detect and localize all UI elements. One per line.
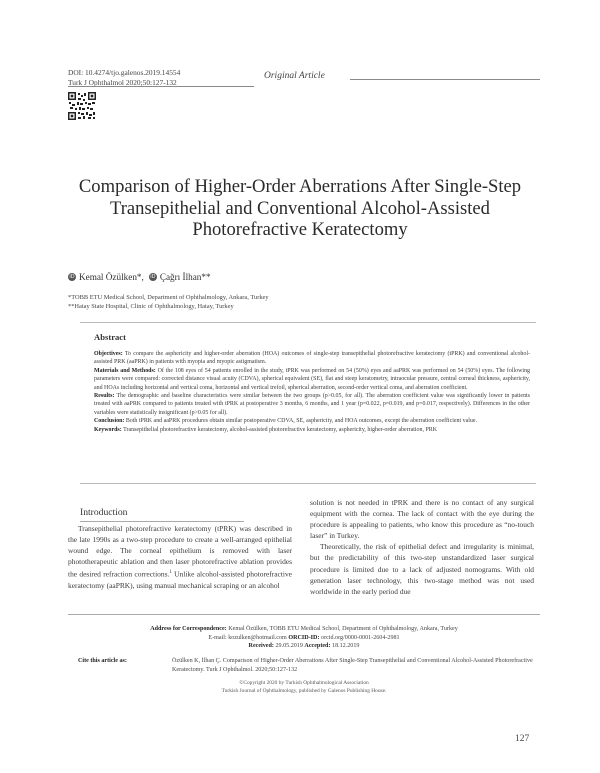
column-left: [68, 523, 292, 591]
intro-paragraph: solution is not needed in tPRK and there is no contact of any surgical equipment with the cornea. The lack of contact with the eye during the procedure is appealing to patients, who know this procedure as “no-touch laser” in Turkey.: [310, 498, 534, 541]
abstract-body: [94, 350, 530, 434]
intro-paragraph: Theoretically, the risk of epithelial defect and irregularity is minimal, but the predictability of this two-step unstandardized laser surgical procedure is limited due to a lack of adjusted nomograms. With old generation laser technology, this two-stage method was not used worldwide in the early period due: [310, 542, 534, 596]
citation-label: Cite this article as:: [78, 658, 127, 664]
author-list: [68, 272, 211, 282]
header-meta: [68, 68, 180, 88]
citation-text: Özülken K, İlhan Ç. Comparison of Higher-Order Aberrations After Single-Step Transepithelial and Conventional Alcohol-Assisted Photorefractive Keratectomy. Turk J Ophthalmol. 2020;50:127-132: [172, 658, 533, 673]
abstract-results: [94, 392, 530, 417]
accepted-label: Accepted:: [304, 643, 331, 649]
orcid-icon[interactable]: iD: [150, 274, 156, 280]
keywords-text: Transepithelial photorefractive keratectomy, alcohol-assisted photorefractive keratectomy, asphericity, higher-order aberration, PRK: [123, 426, 438, 433]
correspondence-block: [68, 625, 540, 651]
affiliation: **Hatay State Hospital, Clinic of Ophthalmology, Hatay, Turkey: [68, 303, 234, 310]
methods-text: Of the 108 eyes of 54 patients enrolled in the study, tPRK was performed on 54 (50%) eyes and aaPRK was performed on 54 (50%) eyes. The following parameters were compared: corrected distance visual acuity (CDVA), spherical equivalent (SE), flat and steep keratometry, intraocular pressure, central corneal thickness, asphericity, and HOAs including horizontal and vertical coma, horizontal and vertical trefoil, spherical aberration, second-order vertical coma, and aberration coefficient.: [94, 367, 531, 391]
header-divider-right: [350, 79, 540, 80]
footer-divider: [68, 614, 540, 615]
journal-reference: Turk J Ophthalmol 2020;50:127-132: [68, 78, 177, 87]
accepted-date: 18.12.2019: [332, 643, 360, 649]
results-label: Results:: [94, 393, 115, 400]
conclusion-label: Conclusion:: [94, 418, 125, 425]
section-heading-introduction: Introduction: [80, 507, 244, 522]
intro-text: Unlike alcohol-assisted photorefractive keratectomy (aaPRK), using manual mechanical scraping or an alcohol: [68, 569, 292, 590]
results-text: The demographic and baseline characteristics were similar between the two groups (p>0.05, for all). The aberration coefficient value was significantly lower in patients treated with aaPRK compared to patients treated with tPRK at postoperative 3 months, 6 months, and 1 year (p=0.022, p=0.019, and p=0.017, respectively). Differences in the other variables were statistically insignificant (p>0.05 for all).: [94, 393, 530, 416]
objectives-label: Objectives:: [94, 351, 123, 357]
received-date: 29.05.2019: [275, 643, 303, 649]
objectives-text: To compare the asphericity and higher-order aberration (HOA) outcomes of single-step transepithelial photorefractive keratectomy (tPRK) and conventional alcohol-assisted PRK (aaPRK) in patients with myopia and myopic astigmatism.: [94, 351, 530, 366]
abstract-objectives: [94, 350, 530, 367]
orcid-label: ORCID-ID:: [288, 634, 320, 641]
abstract-keywords: [94, 426, 530, 434]
contact-line: [68, 634, 540, 643]
intro-paragraph: [68, 523, 292, 591]
author-name: Kemal Özülken*,: [79, 272, 144, 282]
orcid-link[interactable]: orcid.org/0000-0001-2604-2981: [321, 634, 400, 641]
conclusion-text: Both tPRK and aaPRK procedures obtain similar postoperative CDVA, SE, asphericity, and HOA outcomes, except the aberration coefficient value.: [125, 418, 477, 425]
author-name: Çağrı İlhan**: [159, 272, 211, 282]
article-type: Original Article: [264, 71, 325, 81]
email-link[interactable]: kozulken@hotmail.com: [228, 634, 287, 641]
abstract-methods: [94, 367, 530, 392]
keywords-label: Keywords:: [94, 426, 122, 433]
abstract-conclusion: [94, 417, 530, 425]
qr-code-icon: [68, 92, 96, 120]
affiliation: *TOBB ETU Medical School, Department of Ophthalmology, Ankara, Turkey: [68, 294, 269, 301]
email-label: E-mail:: [208, 634, 227, 641]
copyright-line: ©Copyright 2020 by Turkish Ophthalmological Association: [239, 680, 369, 686]
received-label: Received:: [248, 643, 274, 649]
dates-line: [68, 642, 540, 651]
methods-label: Materials and Methods:: [94, 367, 156, 374]
publisher-line: Turkish Journal of Ophthalmology, published by Galenos Publishing House.: [221, 688, 387, 694]
header-divider-left: [68, 86, 254, 87]
article-title: Comparison of Higher-Order Aberrations After Single-Step Transepithelial and Conventional Alcohol-Assisted Photorefractive Keratectomy: [78, 176, 522, 240]
page-number: 127: [515, 734, 530, 744]
abstract-heading: Abstract: [94, 332, 126, 342]
correspondence-line: [68, 625, 540, 634]
orcid-icon[interactable]: iD: [69, 274, 75, 280]
citation-ref[interactable]: 1: [169, 570, 172, 576]
copyright-block: [68, 679, 540, 695]
doi-text: DOI: 10.4274/tjo.galenos.2019.14554: [68, 68, 181, 77]
correspondence-text: Kemal Özülken, TOBB ETU Medical School, Department of Ophthalmology, Ankara, Turkey: [228, 626, 458, 632]
column-right: [310, 497, 534, 597]
correspondence-label: Address for Correspondence:: [150, 626, 227, 632]
intro-text: Transepithelial photorefractive keratectomy (tPRK) was described in the late 1990s as a two-step procedure to create a well-arranged epithelial wound edge. The corneal epithelium is removed with laser phototherapeutic ablation and then laser photorefractive ablation provides the desired refraction corrections.: [68, 524, 292, 579]
